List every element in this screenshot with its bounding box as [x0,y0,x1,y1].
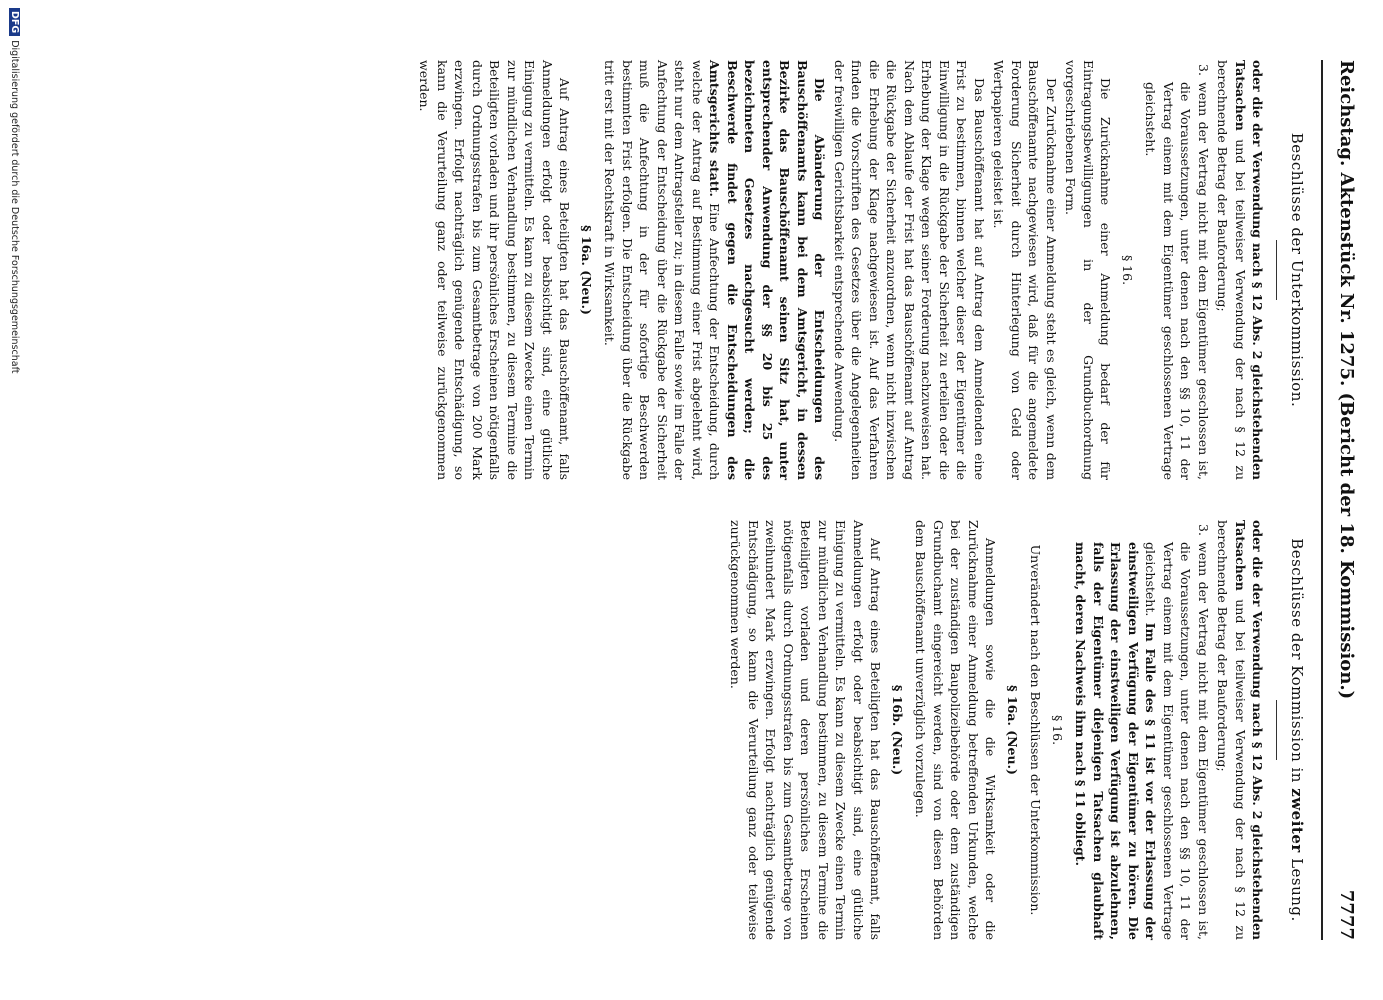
right-heading-prefix: Beschlüsse der Kommission in [1288,538,1306,783]
left-column-heading: Beschlüsse der Unterkommission. [1288,132,1306,408]
left-intro-bold: oder die der Verwendung nach § 12 Abs. 2 gleichstehenden Tatsachen [1233,60,1266,480]
right-section-16-heading: § 16. [1050,714,1065,746]
left-sec16-para4-text: Eine Anfechtung der Entscheidung, durch welche der Antrag auf Bestimmung einer Frist abgelehnt wird, steht nur dem Antragsteller zu; in diesem Falle sowie im Falle der Anfechtung der Entscheidung über die Rückgabe der Sicherheit muß die Anfechtung in der für sofortige Beschwerden bestimmten Frist erfolgen. Die Entscheidung über die Rückgabe tritt erst mit der Rechtskraft in Wirksamkeit. [602,60,723,480]
divider [1277,700,1278,760]
right-item3-text: wenn der Vertrag nicht mit dem Eigentümer geschlossen ist, die Voraussetzungen, unter denen nach den §§ 10, 11 der Vertrag einem mit dem Eigentümer geschlossenen Vertrage gleichsteht. [1143,542,1211,940]
right-column [725,520,1305,940]
footer [9,8,20,374]
page-number: 7777 [1336,889,1357,940]
left-sec16a-para: Auf Antrag eines Beteiligten hat das Bauschöffenamt, falls Anmeldungen erfolgt oder beabsichtigt sind, eine gütliche Einigung zu vermitteln. Es kann zu diesem Zwecke einen Termin zur mündlichen Verhandlung bestimmen, zu diesem Termine die Beteiligten vorladen und ihr persönliches Erscheinen nötigenfalls durch Ordnungsstrafen bis zum Gesamtbetrage von 200 Mark erzwingen. Erfolgt nachträglich genügende Entschädigung, so kann die Verurteilung ganz oder teilweise zurückgenommen werden. [417,60,573,480]
left-section-16a-heading: § 16a. (Neu.) [579,225,594,315]
right-heading-bold: zweiter [1288,788,1306,853]
header-report-text: (Bericht der 18. Kommission.) [1336,392,1357,700]
right-section-16a-heading: § 16a. (Neu.) [1005,685,1020,775]
left-item3-number: 3. [1196,64,1211,76]
left-sec16-para2: Der Zurücknahme einer Anmeldung steht es gleich, wenn dem Bauschöffenamte nachgewiesen wird, daß für die angemeldete Forderung Sicherheit durch Hinterlegung von Geld oder Wertpapieren geleistet ist. [991,60,1059,480]
header-title [1336,60,1357,699]
right-sec16a-para: Anmeldungen sowie die die Wirksamkeit oder die Zurücknahme einer Anmeldung betreffenden Urkunden, welche bei der zuständigen Baupolizeibehörde oder dem zuständigen Grundbuchamt eingereicht werden, sind von diesen Behörden dem Bauschöffenamt unverzüglich vorzulegen. [913,520,999,940]
right-column-heading [1288,520,1306,940]
right-heading-suffix: Lesung. [1288,858,1306,922]
header-left-text: Reichstag. Aktenstück Nr. 1275. [1336,60,1357,387]
right-item3-bold: Im Falle des § 11 ist vor der Erlassung der einstweiligen Verfügung der Eigentümer zu hören. Die Erlassung der einstweiligen Verfügung ist abzulehnen, falls der Eigentümer diejenigen Tatsachen glaubhaft macht, deren Nachweis ihm nach § 11 obliegt. [1073,542,1159,940]
page-header [1321,60,1363,940]
divider [1277,240,1278,300]
left-sec16-para1: Die Zurücknahme einer Anmeldung bedarf der für Eintragungsbewilligungen in der Grundbuchordnung vorgeschriebenen Form. [1063,60,1114,480]
right-intro-bold: oder die der Verwendung nach § 12 Abs. 2 gleichstehenden Tatsachen [1233,520,1266,940]
right-item3-number: 3. [1196,524,1211,536]
left-item3-text: wenn der Vertrag nicht mit dem Eigentümer geschlossen ist, die Voraussetzungen, unter denen nach den §§ 10, 11 der Vertrag einem mit dem Eigentümer geschlossenen Vertrage gleichsteht. [1143,82,1211,480]
left-sec16-para4-bold: Die Abänderung der Entscheidungen des Bauschöffenamts kann bei dem Amtsgericht, in dessen Bezirke das Bauschöffenamt seinen Sitz hat, unter entsprechender Anwendung der §§ 20 bis 25 des bezeichneten Gesetzes nachgesucht werden; die Beschwerde findet gegen die Entscheidungen des Amtsgerichts statt. [707,60,828,480]
left-section-16-heading: § 16. [1120,254,1135,286]
right-sec16-text: Unverändert nach den Beschlüssen der Unterkommission. [1028,544,1044,916]
left-intro-text: und bei teilweiser Verwendung der nach § 12 zu berechnende Betrag der Bauforderung; [1215,60,1248,481]
left-sec16-para3: Das Bauschöffenamt hat auf Antrag dem Anmeldenden eine Frist zu bestimmen, binnen welcher dieser der Eigentümer die Einwilligung in die Rückgabe der Sicherheit zu erteilen oder die Erhebung der Klage wegen seiner Forderung nachzuweisen hat. Nach dem Ablaufe der Frist hat das Bauschöffenamt auf Antrag die Rückgabe der Sicherheit anzuordnen, wenn nicht inzwischen die Erhebung der Klage nachgewiesen ist. Auf das Verfahren finden die Vorschriften des Gesetzes über die Angelegenheiten der freiwilligen Gerichtsbarkeit entsprechende Anwendung. [832,60,987,480]
footer-text: Digitalisierung gefördert durch die Deutsche Forschungsgemeinschaft [9,40,20,374]
dfg-logo: DFG [9,8,20,36]
right-section-16b-heading: § 16b. (Neu.) [890,684,905,776]
right-intro-text: und bei teilweiser Verwendung der nach § 12 zu berechnende Betrag der Bauforderung; [1215,520,1248,941]
left-column [414,60,1305,480]
right-sec16b-para: Auf Antrag eines Beteiligten hat das Bauschöffenamt, falls Anmeldungen erfolgt oder beabsichtigt sind, eine gütliche Einigung zu vermitteln. Es kann zu diesem Zwecke einen Termin zur mündlichen Verhandlung bestimmen, zu diesem Termine die Beteiligten vorladen und deren persönliches Erscheinen nötigenfalls durch Ordnungsstrafen bis zum Gesamtbetrage von zweihundert Mark erzwingen. Erfolgt nachträglich genügende Entschädigung, so kann die Verurteilung ganz oder teilweise zurückgenommen werden. [728,520,884,940]
